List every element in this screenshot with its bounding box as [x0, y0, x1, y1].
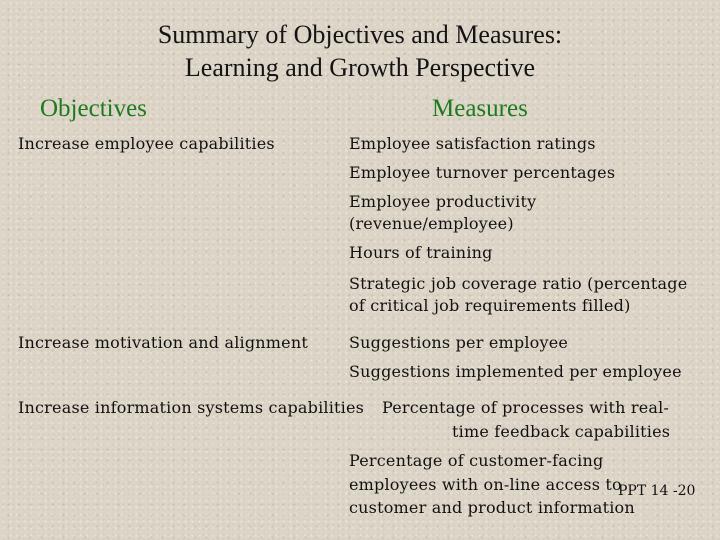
- measure-1-1: Employee satisfaction ratings: [349, 134, 596, 153]
- measure-2-2: Suggestions implemented per employee: [349, 362, 682, 381]
- title-line-1: Summary of Objectives and Measures:: [157, 20, 563, 49]
- objective-3: Increase information systems capabilities: [18, 398, 365, 417]
- measure-1-5-line-1: Strategic job coverage ratio (percentage: [349, 274, 688, 293]
- objective-1: Increase employee capabilities: [18, 134, 275, 153]
- objective-2: Increase motivation and alignment: [18, 333, 308, 352]
- title-line-2: Learning and Growth Perspective: [184, 53, 536, 82]
- objectives-heading: Objectives: [40, 95, 147, 122]
- measure-1-3-line-1: Employee productivity: [349, 192, 537, 211]
- measure-3-2-line-1: Percentage of customer-facing: [349, 451, 604, 470]
- slide-number: PPT 14 -20: [618, 483, 696, 499]
- measure-1-2: Employee turnover percentages: [349, 163, 616, 182]
- slide-title: [0, 18, 720, 84]
- measure-1-3-line-2: (revenue/employee): [349, 214, 514, 233]
- measure-3-1-line-1: Percentage of processes with real-: [382, 398, 670, 417]
- measure-3-2-line-3: customer and product information: [349, 498, 635, 517]
- measure-3-2-line-2: employees with on-line access to: [349, 475, 622, 494]
- measure-3-1-line-2: time feedback capabilities: [452, 422, 671, 441]
- measure-1-4: Hours of training: [349, 243, 493, 262]
- measures-heading: Measures: [432, 95, 528, 122]
- measure-1-5-line-2: of critical job requirements filled): [349, 296, 631, 315]
- measure-2-1: Suggestions per employee: [349, 333, 569, 352]
